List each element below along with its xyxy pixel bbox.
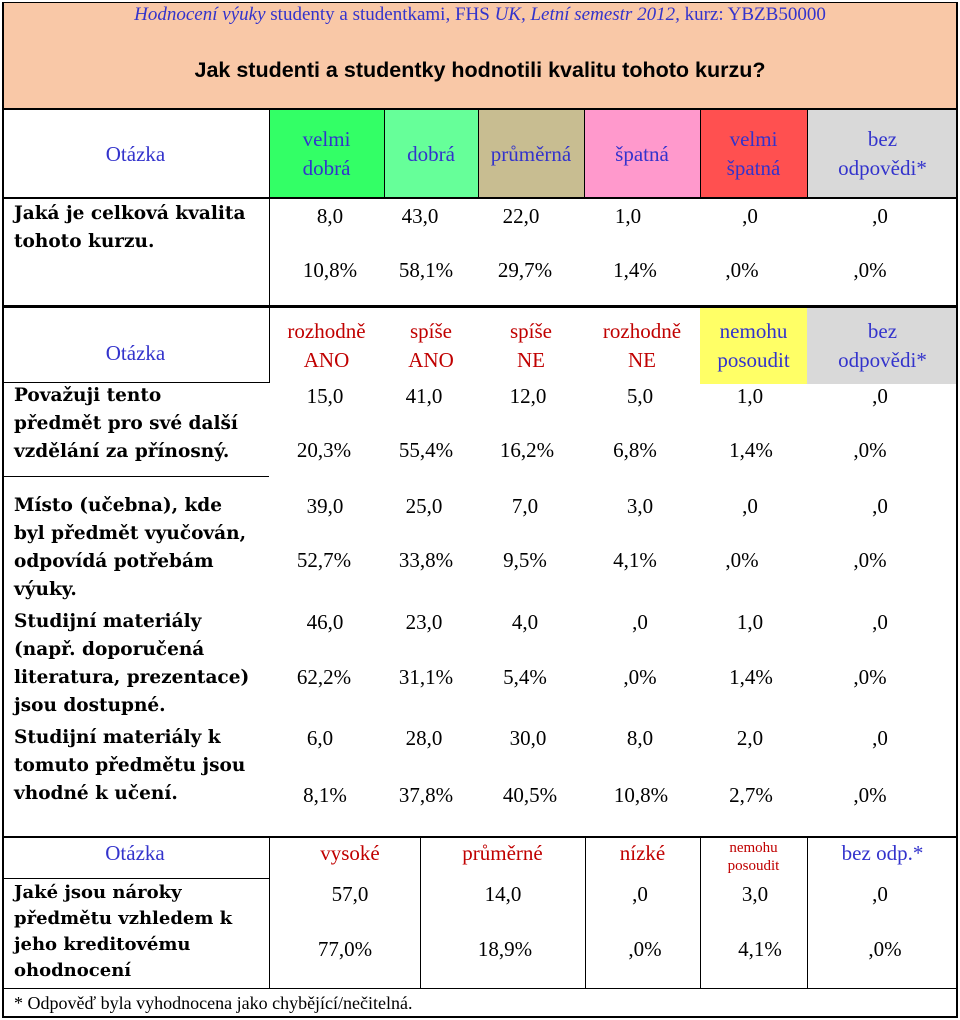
footnote: * Odpověď byla vyhodnocena jako chybějící/nečitelná. [14,993,413,1013]
course-info-line [0,4,960,26]
s1-header-very-good: velmi dobrá [269,110,384,198]
s2-header-definitely-no: rozhodně NE [602,319,682,372]
s2-question-materials-available: Studijní materiály (např. doporučená literatura, prezentace) jsou dostupné. [14,611,250,716]
s3-header-no-answer: bez odp.* [841,841,924,865]
title-normal-1: studenty a studentkami, FHS [265,4,495,25]
title-italic-2: UK, Letní semestr 2012, [494,4,680,25]
s1-question: Jaká je celková kvalita tohoto kurzu. [14,203,246,252]
s2-question-useful: Považuji tento předmět pro své další vzdělání za přínosný. [14,385,238,462]
s1-pct-2: 29,7% [497,258,553,282]
s2-header-cannot-judge: nemohu posoudit [700,308,807,384]
s1-header-average: průměrná [478,110,584,198]
s1-count-4: ,0 [742,204,758,228]
s1-count-0: 8,0 [316,204,344,228]
s1-header-question: Otázka [105,141,166,166]
s2-question-classroom: Místo (učebna), kde byl předmět vyučován, odpovídá potřebám výuky. [14,495,247,600]
s2-header-question: Otázka [105,340,166,365]
title-italic-1: Hodnocení výuky [134,4,266,25]
s3-header-high: vysoké [320,841,380,865]
s1-pct-1: 58,1% [398,258,454,282]
s3-header-average: průměrné [462,841,543,865]
s1-header-bad: špatná [584,110,700,198]
title-tail: kurz: YBZB50000 [679,4,826,25]
s3-header-low: nízké [619,841,666,865]
s2-question-materials-suitable: Studijní materiály k tomuto předmětu jsou vhodné k učení. [14,727,246,804]
s2-header-no-answer: bez odpovědi* [807,308,958,384]
s2-header-rather-no: spíše NE [510,319,552,372]
s1-pct-0: 10,8% [302,258,358,282]
s2-header-definitely-yes: rozhodně ANO [287,319,366,372]
s1-pct-4: ,0% [725,258,759,282]
s1-count-1: 43,0 [401,204,439,228]
page-heading: Jak studenti a studentky hodnotili kvalitu tohoto kurzu? [194,58,766,82]
s3-header-cannot-judge: nemohu posoudit [727,840,780,874]
s1-count-2: 22,0 [502,204,540,228]
s1-header-no-answer: bez odpovědi* [807,110,958,198]
s3-question: Jaké jsou nároky předmětu vzhledem k jeho kreditovému ohodnocení [14,882,233,981]
s1-count-5: ,0 [872,204,888,228]
s1-pct-3: 1,4% [613,258,657,282]
s1-header-very-bad: velmi špatná [700,110,807,198]
s1-pct-5: ,0% [853,258,887,282]
s1-header-good: dobrá [384,110,478,198]
s3-header-question: Otázka [105,841,165,865]
s2-header-rather-yes: spíše ANO [408,319,454,372]
s1-count-3: 1,0 [614,204,642,228]
